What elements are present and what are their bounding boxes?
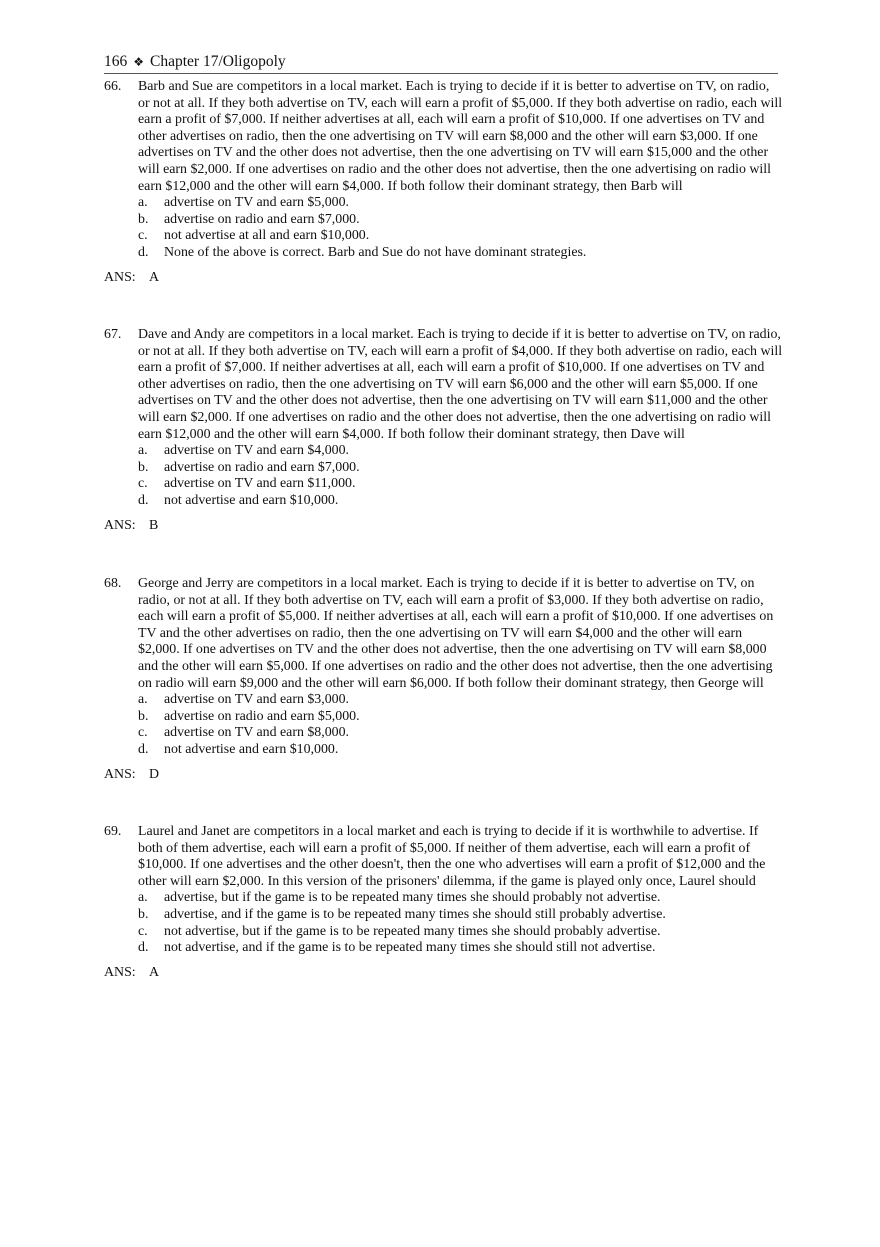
choice-label: c. (138, 228, 148, 244)
answer-value: B (149, 517, 159, 533)
choice-text: advertise on radio and earn $7,000. (164, 211, 360, 227)
choice-label: c. (138, 923, 148, 939)
answer-value: A (149, 964, 160, 980)
answer-line (104, 518, 784, 535)
question-69 (104, 824, 784, 981)
choice-text: not advertise and earn $10,000. (164, 492, 339, 508)
choice-a (138, 692, 784, 709)
choice-text: not advertise at all and earn $10,000. (164, 228, 370, 244)
choice-b (138, 709, 784, 726)
answer-line (104, 965, 784, 982)
choice-label: c. (138, 725, 148, 741)
choice-text: advertise on TV and earn $5,000. (164, 195, 350, 211)
choice-list (138, 443, 784, 509)
answer-value: A (149, 269, 160, 285)
page-number: 166 (104, 53, 128, 70)
choice-label: d. (138, 741, 149, 757)
choice-label: d. (138, 940, 149, 956)
answer-line (104, 270, 784, 287)
choice-label: a. (138, 692, 148, 708)
choice-label: b. (138, 906, 149, 922)
choice-text: advertise, but if the game is to be repeated many times she should probably not advertise. (164, 890, 661, 906)
question-text: George and Jerry are competitors in a local market. Each is trying to decide if it is better to advertise on TV, on radio, or not at all. If they both advertise on TV, each will earn a profit of $3,000. If they both advertise on radio, each will earn a profit of $5,000. If neither advertises at all, each will earn a profit of $10,000. If one advertises on TV and the other advertises on radio, then the one advertising on TV will earn $4,000 and the other will earn $2,000. If one advertises on TV and the other does not advertise, then the one advertising on TV will earn $8,000 and the other will earn $5,000. If one advertises on radio and the other does not advertise, then the one advertising on radio will earn $9,000 and the other will earn $6,000. If both follow their dominant strategy, then George will (138, 576, 774, 691)
choice-text: advertise on radio and earn $7,000. (164, 459, 360, 475)
question-66 (104, 79, 784, 286)
choice-label: d. (138, 244, 149, 260)
choice-label: b. (138, 459, 149, 475)
answer-label: ANS: (104, 766, 136, 782)
question-68 (104, 576, 784, 783)
choice-a (138, 890, 784, 907)
choice-text: None of the above is correct. Barb and Sue do not have dominant strategies. (164, 244, 587, 260)
choice-d (138, 940, 784, 957)
page-header (104, 52, 778, 74)
question-number: 67. (104, 327, 122, 342)
choice-d (138, 493, 784, 510)
choice-c (138, 228, 784, 245)
choice-label: b. (138, 708, 149, 724)
choice-c (138, 725, 784, 742)
choice-b (138, 907, 784, 924)
choice-text: advertise on TV and earn $11,000. (164, 476, 356, 492)
choice-label: c. (138, 476, 148, 492)
choice-text: advertise on TV and earn $8,000. (164, 725, 350, 741)
choice-text: not advertise and earn $10,000. (164, 741, 339, 757)
choice-text: advertise on radio and earn $5,000. (164, 708, 360, 724)
answer-label: ANS: (104, 269, 136, 285)
question-number: 69. (104, 824, 122, 839)
choice-list (138, 195, 784, 261)
choice-c (138, 924, 784, 941)
choice-c (138, 476, 784, 493)
choice-label: a. (138, 443, 148, 459)
diamond-separator-icon: ❖ (133, 55, 145, 69)
choice-a (138, 443, 784, 460)
choice-text: advertise on TV and earn $3,000. (164, 692, 350, 708)
question-text: Laurel and Janet are competitors in a local market and each is trying to decide if it is worthwhile to advertise. If both of them advertise, each will earn a profit of $5,000. If neither of them advertise, each will earn a profit of $10,000. If one advertises and the other doesn't, then the one who advertises will earn a profit of $12,000 and the other will earn $2,000. In this version of the prisoners' dilemma, if the game is played only once, Laurel should (138, 824, 766, 889)
question-number: 68. (104, 576, 122, 591)
question-text: Dave and Andy are competitors in a local market. Each is trying to decide if it is better to advertise on TV, on radio, or not at all. If they both advertise on TV, each will earn a profit of $4,000. If they both advertise on radio, each will earn a profit of $7,000. If neither advertises at all, each will earn a profit of $10,000. If one advertises on TV and other advertises on radio, then the one advertising on TV will earn $6,000 and the other will earn $5,000. If one advertises on TV and the other does not advertise, then the one advertising on TV will earn $11,000 and the other will earn $2,000. If one advertises on radio and the other does not advertise, then the one advertising on radio will earn $12,000 and the other will earn $4,000. If both follow their dominant strategy, then Dave will (138, 327, 783, 442)
question-67 (104, 327, 784, 534)
answer-label: ANS: (104, 964, 136, 980)
choice-a (138, 195, 784, 212)
choice-d (138, 742, 784, 759)
choice-b (138, 212, 784, 229)
chapter-title: Chapter 17/Oligopoly (150, 53, 286, 70)
choice-text: not advertise, and if the game is to be repeated many times she should still not advertise. (164, 940, 656, 956)
choice-label: b. (138, 211, 149, 227)
answer-value: D (149, 766, 160, 782)
choice-text: advertise on TV and earn $4,000. (164, 443, 350, 459)
choice-label: a. (138, 195, 148, 211)
choice-text: advertise, and if the game is to be repeated many times she should still probably advertise. (164, 906, 666, 922)
choice-list (138, 692, 784, 758)
answer-line (104, 767, 784, 784)
question-text: Barb and Sue are competitors in a local market. Each is trying to decide if it is better to advertise on TV, on radio, or not at all. If they both advertise on TV, each will earn a profit of $5,000. If they both advertise on radio, each will earn a profit of $7,000. If neither advertises at all, each will earn a profit of $10,000. If one advertises on TV and other advertises on radio, then the one advertising on TV will earn $8,000 and the other will earn $3,000. If one advertises on TV and the other does not advertise, then the one advertising on TV will earn $15,000 and the other will earn $2,000. If one advertises on radio and the other does not advertise, then the one advertising on radio will earn $12,000 and the other will earn $4,000. If both follow their dominant strategy, then Barb will (138, 79, 783, 194)
choice-b (138, 460, 784, 477)
question-number: 66. (104, 79, 122, 94)
choice-list (138, 890, 784, 956)
choice-d (138, 245, 784, 262)
answer-label: ANS: (104, 517, 136, 533)
choice-label: d. (138, 492, 149, 508)
choice-text: not advertise, but if the game is to be repeated many times she should probably advertise. (164, 923, 661, 939)
choice-label: a. (138, 890, 148, 906)
